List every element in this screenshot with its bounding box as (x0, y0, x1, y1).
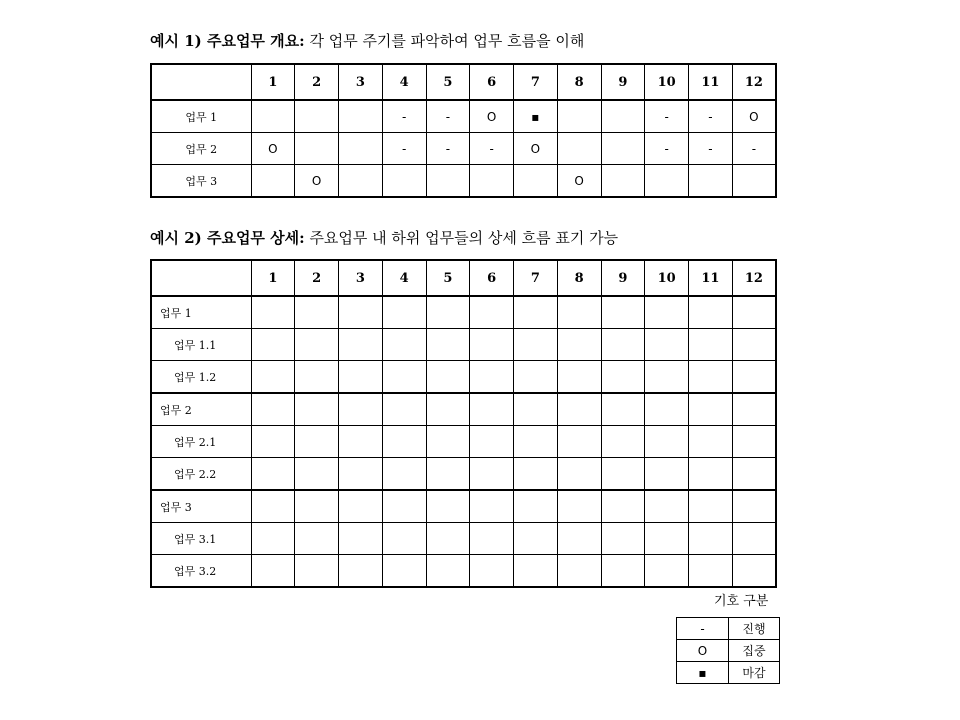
example2-row (151, 555, 776, 588)
example2-cell (514, 426, 558, 458)
example1-cell: - (382, 133, 426, 165)
example2-cell (732, 555, 776, 588)
example2-cell (689, 296, 733, 329)
example2-cell (382, 458, 426, 491)
example1-cell: - (426, 100, 470, 133)
example2-cell (601, 523, 645, 555)
example1-cell: - (689, 133, 733, 165)
example1-month-1: 1 (251, 64, 295, 100)
example2-row (151, 426, 776, 458)
example2-cell (732, 490, 776, 523)
legend-meaning: 진행 (729, 618, 780, 640)
example2-row (151, 361, 776, 394)
example2-cell (645, 523, 689, 555)
example2-row (151, 329, 776, 361)
example2-cell (470, 490, 514, 523)
example2-cell (601, 296, 645, 329)
example1-corner-cell (151, 64, 251, 100)
example1-month-5: 5 (426, 64, 470, 100)
legend-symbol: ▪ (677, 662, 729, 684)
example1-cell (295, 100, 339, 133)
example2-cell (382, 329, 426, 361)
legend-row (677, 618, 780, 640)
example1-row (151, 100, 776, 133)
example2-cell (251, 296, 295, 329)
example2-cell (732, 426, 776, 458)
example2-cell (557, 426, 601, 458)
example1-cell: O (470, 100, 514, 133)
example2-cell (601, 458, 645, 491)
example2-cell (557, 361, 601, 394)
example2-cell (557, 296, 601, 329)
example2-cell (470, 555, 514, 588)
example2-cell (732, 523, 776, 555)
example1-cell (557, 133, 601, 165)
example2-row-label: 업무 1 (151, 296, 251, 329)
example2-heading (150, 228, 618, 248)
example2-cell (732, 296, 776, 329)
example2-cell (251, 393, 295, 426)
example2-cell (339, 393, 383, 426)
example2-cell (514, 490, 558, 523)
example2-cell (295, 555, 339, 588)
example2-month-12: 12 (732, 260, 776, 296)
example1-row (151, 165, 776, 198)
example2-cell (601, 426, 645, 458)
example2-month-5: 5 (426, 260, 470, 296)
example2-cell (426, 490, 470, 523)
example1-header-row (151, 64, 776, 100)
legend-table (676, 617, 780, 684)
example1-cell (645, 165, 689, 198)
legend-symbol: O (677, 640, 729, 662)
example1-cell: O (732, 100, 776, 133)
example2-cell (557, 490, 601, 523)
example2-row-label: 업무 1.2 (151, 361, 251, 394)
example1-month-11: 11 (689, 64, 733, 100)
example2-cell (295, 490, 339, 523)
example2-header-row (151, 260, 776, 296)
example2-cell (426, 296, 470, 329)
example2-cell (645, 361, 689, 394)
example1-cell (601, 165, 645, 198)
example2-row-label: 업무 2.2 (151, 458, 251, 491)
example1-row (151, 133, 776, 165)
example2-cell (251, 458, 295, 491)
example2-cell (251, 555, 295, 588)
example2-cell (251, 329, 295, 361)
example2-cell (251, 361, 295, 394)
example2-cell (382, 490, 426, 523)
example1-table (150, 63, 777, 198)
example2-month-7: 7 (514, 260, 558, 296)
example2-cell (251, 523, 295, 555)
example2-cell (339, 458, 383, 491)
example2-cell (339, 490, 383, 523)
example1-month-3: 3 (339, 64, 383, 100)
example2-month-9: 9 (601, 260, 645, 296)
example2-cell (339, 426, 383, 458)
example1-cell: - (426, 133, 470, 165)
example2-cell (689, 393, 733, 426)
example1-cell (382, 165, 426, 198)
example2-cell (295, 458, 339, 491)
example1-cell (251, 165, 295, 198)
example2-cell (470, 523, 514, 555)
example2-cell (514, 296, 558, 329)
example2-cell (295, 296, 339, 329)
example2-cell (601, 329, 645, 361)
example1-month-6: 6 (470, 64, 514, 100)
example2-cell (514, 555, 558, 588)
example1-cell: - (732, 133, 776, 165)
example2-cell (689, 555, 733, 588)
example2-cell (514, 361, 558, 394)
example2-month-4: 4 (382, 260, 426, 296)
example2-row-label: 업무 3.2 (151, 555, 251, 588)
example2-row-label: 업무 2 (151, 393, 251, 426)
example2-cell (732, 329, 776, 361)
legend-row (677, 640, 780, 662)
example2-cell (689, 523, 733, 555)
example1-row-label: 업무 3 (151, 165, 251, 198)
example1-cell: O (514, 133, 558, 165)
example1-heading (150, 31, 584, 51)
example2-cell (382, 296, 426, 329)
example2-row (151, 458, 776, 491)
example1-month-4: 4 (382, 64, 426, 100)
example2-month-8: 8 (557, 260, 601, 296)
example1-cell: O (295, 165, 339, 198)
example2-row-label: 업무 1.1 (151, 329, 251, 361)
example2-cell (601, 361, 645, 394)
example2-cell (295, 523, 339, 555)
example1-cell (732, 165, 776, 198)
example2-cell (732, 361, 776, 394)
example2-cell (339, 361, 383, 394)
example2-cell (339, 296, 383, 329)
example1-month-10: 10 (645, 64, 689, 100)
example2-cell (645, 296, 689, 329)
example1-cell (251, 100, 295, 133)
example2-cell (645, 393, 689, 426)
example2-cell (382, 426, 426, 458)
example2-cell (689, 458, 733, 491)
example2-month-3: 3 (339, 260, 383, 296)
example2-cell (382, 361, 426, 394)
example2-cell (426, 523, 470, 555)
example1-cell (295, 133, 339, 165)
example2-cell (382, 523, 426, 555)
example2-cell (601, 490, 645, 523)
example1-cell (339, 165, 383, 198)
example1-cell: O (251, 133, 295, 165)
example2-cell (514, 393, 558, 426)
example2-cell (295, 329, 339, 361)
example2-cell (426, 426, 470, 458)
example1-cell (557, 100, 601, 133)
example2-cell (426, 329, 470, 361)
example2-cell (426, 458, 470, 491)
legend-meaning: 집중 (729, 640, 780, 662)
example2-cell (689, 329, 733, 361)
example2-cell (295, 361, 339, 394)
example2-month-6: 6 (470, 260, 514, 296)
example2-cell (470, 458, 514, 491)
example2-row (151, 490, 776, 523)
example2-cell (426, 361, 470, 394)
example1-row-label: 업무 1 (151, 100, 251, 133)
example1-cell (426, 165, 470, 198)
example2-corner-cell (151, 260, 251, 296)
example1-cell (339, 100, 383, 133)
example1-month-8: 8 (557, 64, 601, 100)
example2-cell (339, 523, 383, 555)
legend-title: 기호 구분 (714, 594, 769, 609)
example2-cell (470, 296, 514, 329)
example2-cell (732, 458, 776, 491)
example2-cell (295, 393, 339, 426)
example2-heading-rest: 주요업무 내 하위 업무들의 상세 흐름 표기 가능 (304, 229, 619, 247)
example2-cell (470, 426, 514, 458)
example1-heading-rest: 각 업무 주기를 파악하여 업무 흐름을 이해 (304, 32, 585, 50)
example2-cell (251, 490, 295, 523)
example1-month-12: 12 (732, 64, 776, 100)
example1-cell (601, 100, 645, 133)
example2-month-1: 1 (251, 260, 295, 296)
example2-cell (514, 458, 558, 491)
example2-month-11: 11 (689, 260, 733, 296)
example2-row-label: 업무 2.1 (151, 426, 251, 458)
example2-cell (426, 393, 470, 426)
example2-cell (601, 393, 645, 426)
example1-cell: ▪ (514, 100, 558, 133)
example1-cell (601, 133, 645, 165)
example2-cell (470, 361, 514, 394)
example2-cell (689, 426, 733, 458)
example1-cell (514, 165, 558, 198)
example2-cell (645, 426, 689, 458)
example2-cell (295, 426, 339, 458)
example2-cell (645, 555, 689, 588)
example2-cell (689, 490, 733, 523)
example2-month-2: 2 (295, 260, 339, 296)
example2-cell (557, 523, 601, 555)
example1-cell: O (557, 165, 601, 198)
example2-cell (732, 393, 776, 426)
example2-row-label: 업무 3 (151, 490, 251, 523)
example2-cell (514, 523, 558, 555)
example2-cell (382, 393, 426, 426)
example2-row (151, 296, 776, 329)
example2-cell (470, 393, 514, 426)
example2-cell (339, 555, 383, 588)
example1-cell (339, 133, 383, 165)
example1-cell: - (645, 133, 689, 165)
example2-row-label: 업무 3.1 (151, 523, 251, 555)
example1-cell (689, 165, 733, 198)
example2-heading-bold: 예시 2) 주요업무 상세: (150, 229, 305, 247)
example2-cell (557, 555, 601, 588)
example2-table (150, 259, 777, 588)
example1-cell: - (689, 100, 733, 133)
example1-month-2: 2 (295, 64, 339, 100)
example2-cell (557, 329, 601, 361)
example2-cell (514, 329, 558, 361)
example1-cell: - (470, 133, 514, 165)
example2-cell (251, 426, 295, 458)
example2-cell (339, 329, 383, 361)
example2-cell (557, 393, 601, 426)
example2-cell (601, 555, 645, 588)
example2-cell (557, 458, 601, 491)
example2-month-10: 10 (645, 260, 689, 296)
example2-cell (382, 555, 426, 588)
example1-month-9: 9 (601, 64, 645, 100)
example1-cell: - (645, 100, 689, 133)
example2-cell (645, 458, 689, 491)
example1-month-7: 7 (514, 64, 558, 100)
example1-row-label: 업무 2 (151, 133, 251, 165)
example1-cell: - (382, 100, 426, 133)
example2-row (151, 523, 776, 555)
example2-cell (426, 555, 470, 588)
example2-row (151, 393, 776, 426)
legend-row (677, 662, 780, 684)
example2-cell (470, 329, 514, 361)
legend-symbol: - (677, 618, 729, 640)
example2-cell (689, 361, 733, 394)
example2-cell (645, 490, 689, 523)
example2-cell (645, 329, 689, 361)
example1-cell (470, 165, 514, 198)
example1-heading-bold: 예시 1) 주요업무 개요: (150, 32, 305, 50)
legend-meaning: 마감 (729, 662, 780, 684)
